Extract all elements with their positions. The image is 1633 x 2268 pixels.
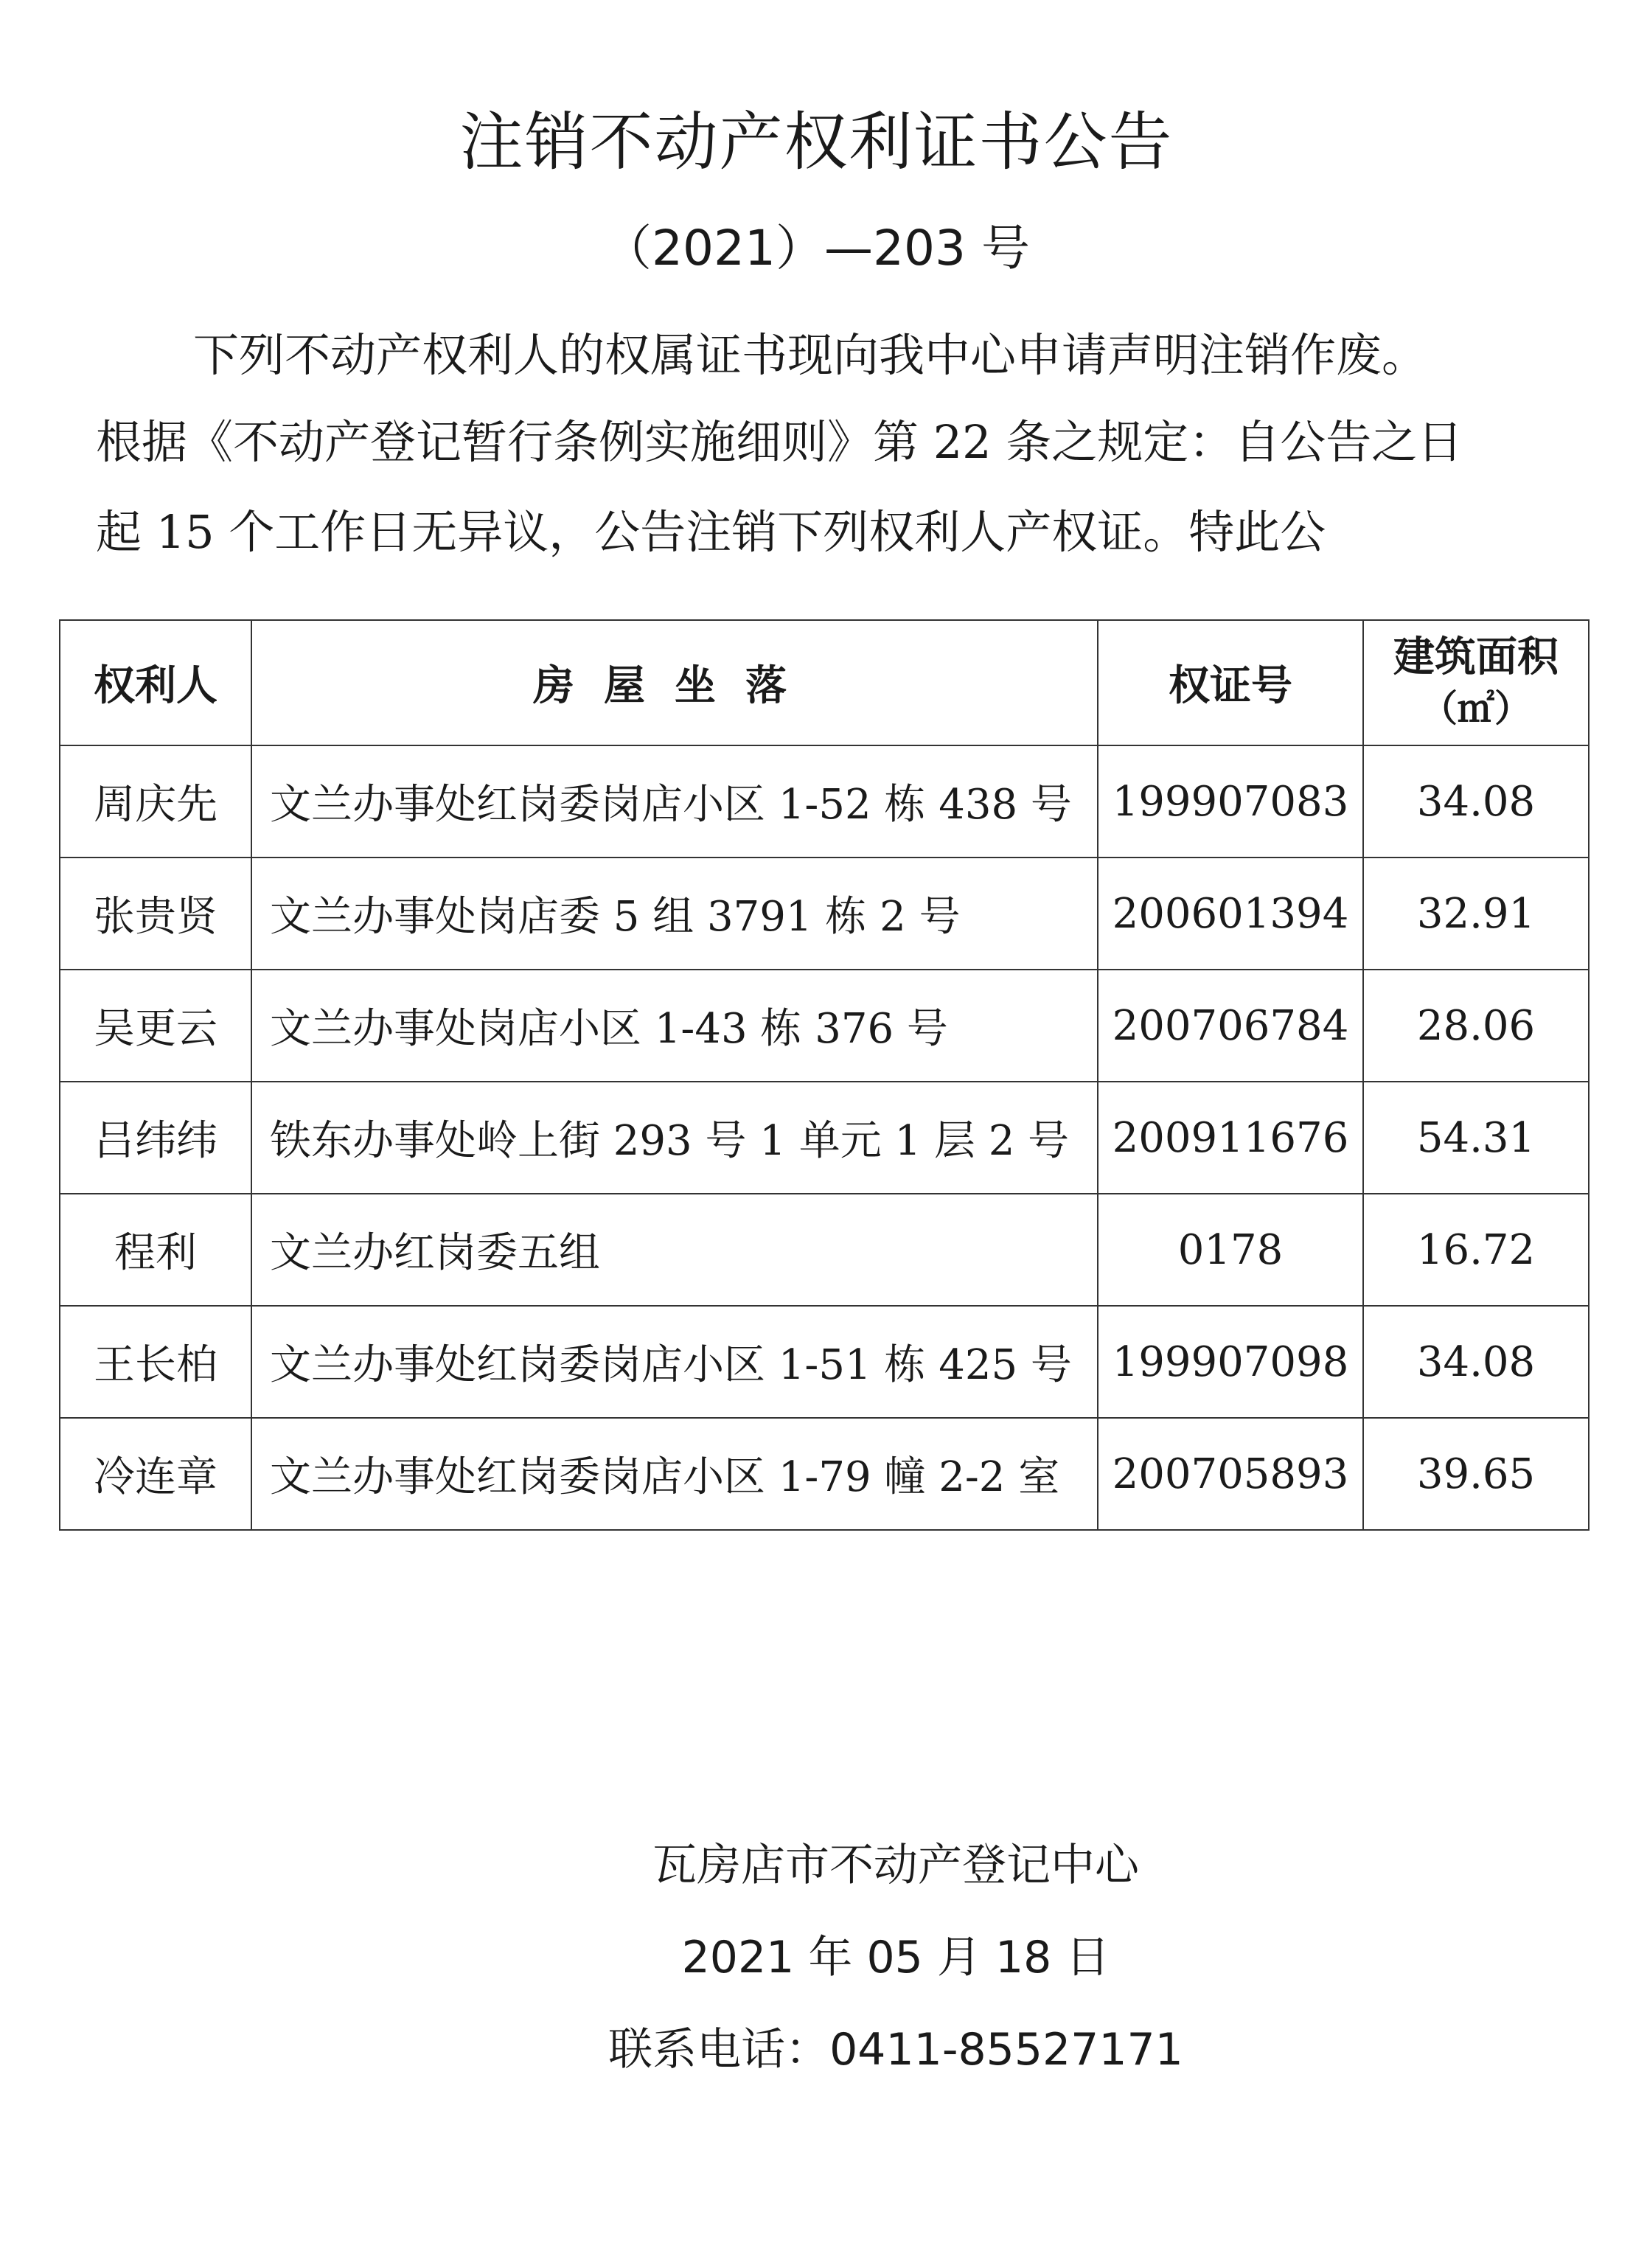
cell-location: 文兰办事处红岗委岗店小区 1-79 幢 2-2 室 <box>251 1418 1098 1530</box>
cell-area: 34.08 <box>1363 745 1589 858</box>
header-cert-no: 权证号 <box>1098 620 1363 745</box>
notice-paragraph-line-2: 根据《不动产登记暂行条例实施细则》第 22 条之规定：自公告之日 <box>96 415 1463 469</box>
header-area-label: 建筑面积 <box>1393 633 1559 681</box>
notice-paragraph-line-3: 起 15 个工作日无异议，公告注销下列权利人产权证。特此公 <box>96 505 1326 559</box>
cell-cert-no: 0178 <box>1098 1194 1363 1306</box>
cell-location: 文兰办事处红岗委岗店小区 1-52 栋 438 号 <box>251 745 1098 858</box>
header-location: 房屋坐落 <box>251 620 1098 745</box>
header-holder: 权利人 <box>60 620 251 745</box>
cell-holder: 周庆先 <box>60 745 251 858</box>
cell-location: 文兰办事处岗店委 5 组 3791 栋 2 号 <box>251 858 1098 970</box>
cell-cert-no: 199907098 <box>1098 1306 1363 1418</box>
notice-paragraph-line-1: 下列不动产权利人的权属证书现向我中心申请声明注销作废。 <box>193 328 1428 382</box>
cell-cert-no: 200705893 <box>1098 1418 1363 1530</box>
cell-holder: 程利 <box>60 1194 251 1306</box>
table-row <box>60 1082 1589 1194</box>
cell-holder: 冷连章 <box>60 1418 251 1530</box>
cell-cert-no: 200911676 <box>1098 1082 1363 1194</box>
certificate-table <box>59 619 1590 1531</box>
header-area-unit: （㎡） <box>1421 686 1531 730</box>
cell-location: 文兰办事处岗店小区 1-43 栋 376 号 <box>251 970 1098 1082</box>
cell-location: 文兰办事处红岗委岗店小区 1-51 栋 425 号 <box>251 1306 1098 1418</box>
cell-holder: 王长柏 <box>60 1306 251 1418</box>
signature-phone: 联系电话：0411-85527171 <box>608 2024 1183 2076</box>
cell-holder: 吴更云 <box>60 970 251 1082</box>
cell-cert-no: 200601394 <box>1098 858 1363 970</box>
table-row <box>60 858 1589 970</box>
table-row <box>60 1418 1589 1530</box>
cell-area: 28.06 <box>1363 970 1589 1082</box>
cell-area: 34.08 <box>1363 1306 1589 1418</box>
cell-holder: 吕纬纬 <box>60 1082 251 1194</box>
cell-area: 39.65 <box>1363 1418 1589 1530</box>
table-row <box>60 1194 1589 1306</box>
header-area <box>1363 620 1589 745</box>
cell-holder: 张贵贤 <box>60 858 251 970</box>
table-row <box>60 1306 1589 1418</box>
cell-area: 32.91 <box>1363 858 1589 970</box>
table-row <box>60 970 1589 1082</box>
cell-area: 54.31 <box>1363 1082 1589 1194</box>
cell-location: 文兰办红岗委五组 <box>251 1194 1098 1306</box>
notice-number: （2021）—203 号 <box>603 220 1030 276</box>
cell-cert-no: 199907083 <box>1098 745 1363 858</box>
table-header-row <box>60 620 1589 745</box>
signature-organization: 瓦房店市不动产登记中心 <box>652 1840 1139 1891</box>
notice-title: 注销不动产权利证书公告 <box>459 105 1174 179</box>
cell-area: 16.72 <box>1363 1194 1589 1306</box>
table-row <box>60 745 1589 858</box>
cell-location: 铁东办事处岭上街 293 号 1 单元 1 层 2 号 <box>251 1082 1098 1194</box>
cell-cert-no: 200706784 <box>1098 970 1363 1082</box>
signature-date: 2021 年 05 月 18 日 <box>681 1932 1110 1983</box>
